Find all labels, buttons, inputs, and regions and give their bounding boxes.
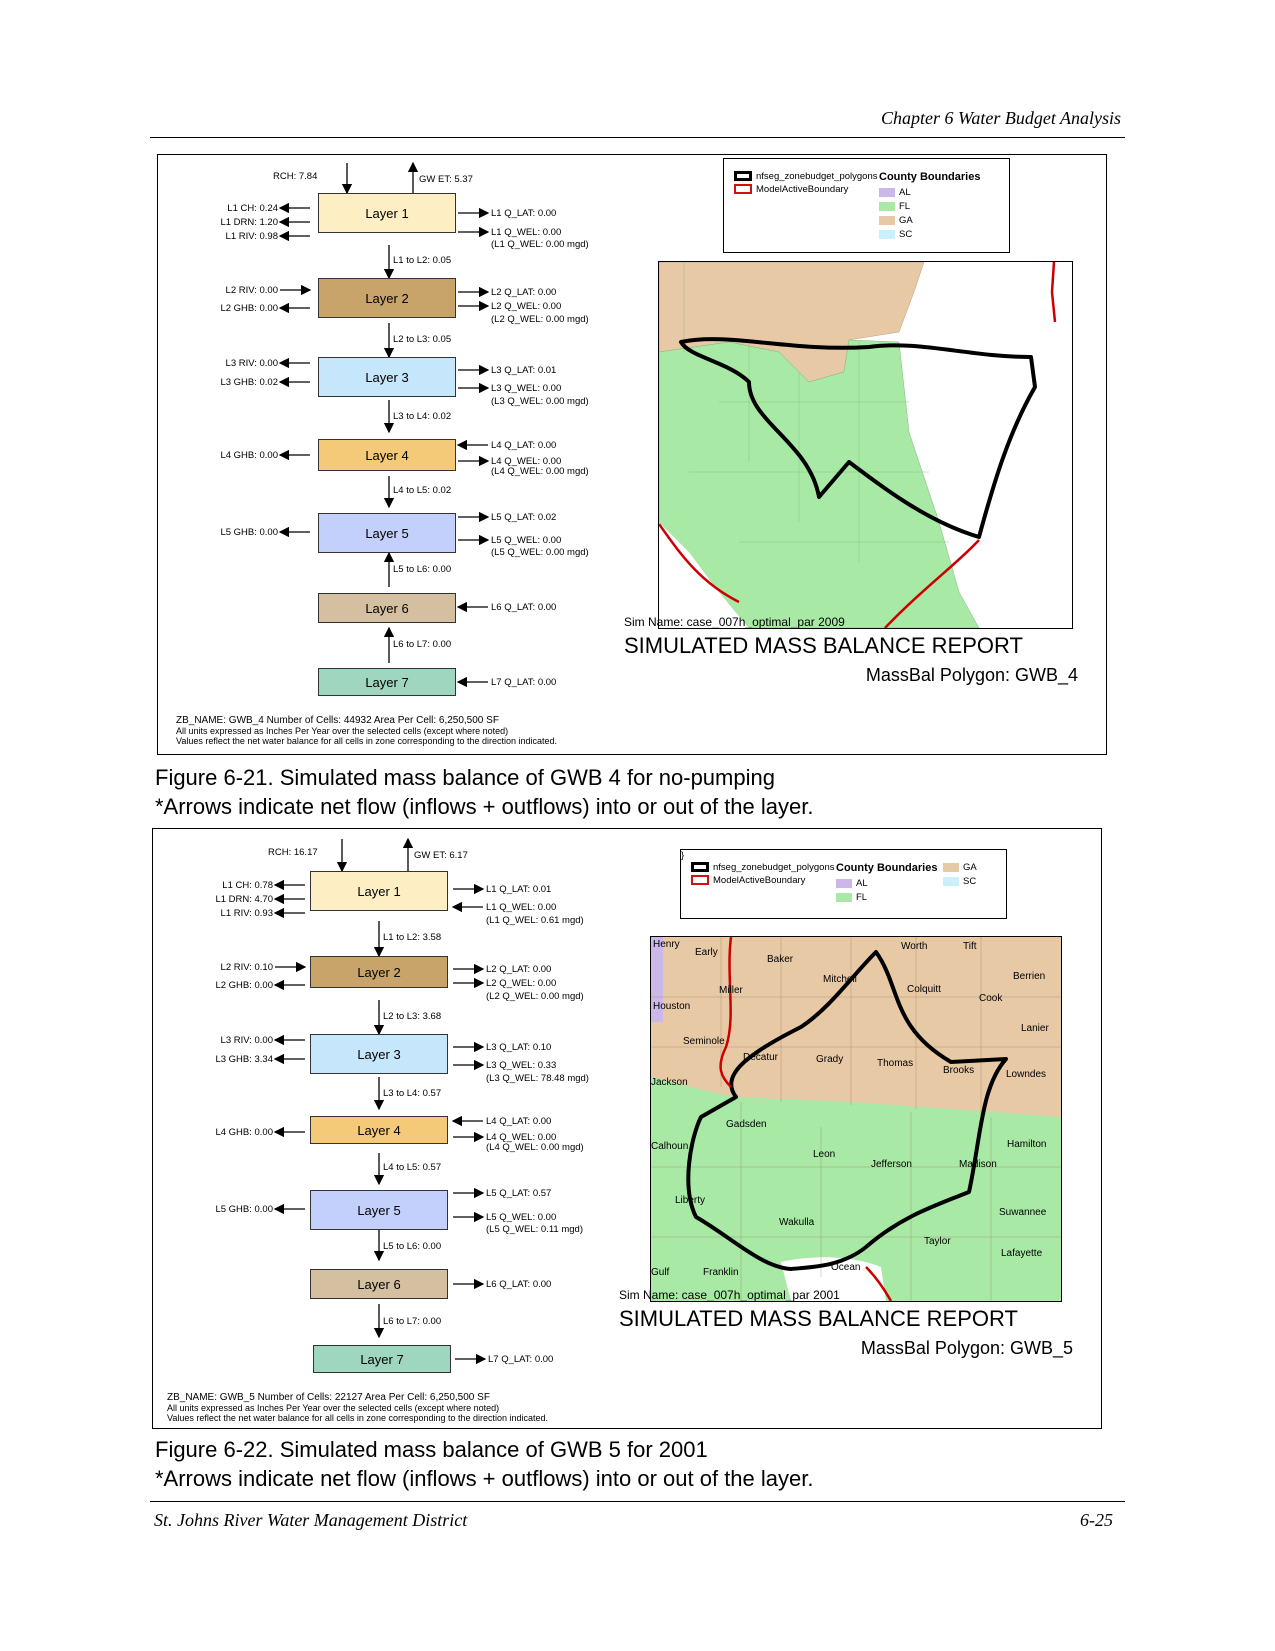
county-jackson: Jackson	[651, 1077, 688, 1088]
gwb4-map	[658, 261, 1073, 629]
l4-q-lat-2: L4 Q_LAT: 0.00	[486, 1116, 552, 1127]
model-legend-item-2	[691, 875, 805, 886]
l4-to-l5: L4 to L5: 0.02	[393, 485, 452, 496]
model-swatch-2	[691, 875, 709, 885]
county-baker: Baker	[767, 954, 794, 965]
swatch-ga	[879, 216, 895, 225]
county-seminole: Seminole	[683, 1036, 725, 1047]
swatch-al-2	[836, 879, 852, 888]
l3-q-lat-2: L3 Q_LAT: 0.10	[486, 1042, 552, 1053]
county-legend-title-2: County Boundaries	[836, 862, 938, 874]
header-rule	[150, 137, 1125, 138]
county-thomas: Thomas	[877, 1058, 914, 1069]
l2-q-lat: L2 Q_LAT: 0.00	[491, 287, 557, 298]
legend-fl-2	[836, 892, 867, 903]
l2-ghb: L2 GHB: 0.00	[220, 303, 278, 314]
county-legend-title: County Boundaries	[879, 171, 981, 183]
legend-fl-label: FL	[899, 201, 911, 212]
layer-6-box: Layer 6	[318, 593, 456, 623]
figure-6-21-caption	[155, 763, 813, 821]
layer-5-box-2: Layer 5	[310, 1190, 448, 1230]
swatch-ga-2	[943, 863, 959, 872]
model-swatch	[734, 184, 752, 194]
county-colquitt: Colquitt	[907, 984, 941, 995]
l6-to-l7-2: L6 to L7: 0.00	[383, 1316, 442, 1327]
county-grady: Grady	[816, 1054, 844, 1065]
gw-et-label: GW ET: 5.37	[419, 174, 473, 185]
county-houston: Houston	[653, 1001, 691, 1012]
legend-al-2	[836, 878, 868, 889]
zb-name-note: ZB_NAME: GWB_4 Number of Cells: 44932 Area Per Cell: 6,250,500 SF	[176, 715, 499, 726]
county-gulf: Gulf	[651, 1267, 670, 1278]
gw-et-label-2: GW ET: 6.17	[414, 850, 468, 861]
report-title-2: SIMULATED MASS BALANCE REPORT	[619, 1306, 1018, 1331]
legend-sc	[879, 229, 912, 240]
page-number: 6-25	[1080, 1510, 1113, 1530]
l2-q-wel-mgd-2: (L2 Q_WEL: 0.00 mgd)	[486, 991, 584, 1002]
page-header: Chapter 6 Water Budget Analysis	[881, 108, 1121, 128]
legend-fl	[879, 201, 910, 212]
model-legend-item	[734, 184, 848, 195]
l4-to-l5-2: L4 to L5: 0.57	[383, 1162, 442, 1173]
county-early: Early	[695, 947, 718, 958]
zone-swatch-2	[691, 862, 709, 872]
zone-legend-item-2	[691, 862, 835, 873]
l3-ghb: L3 GHB: 0.02	[220, 377, 278, 388]
gwb5-map-graphic	[651, 937, 1061, 1301]
l7-q-lat: L7 Q_LAT: 0.00	[491, 677, 557, 688]
l3-to-l4: L3 to L4: 0.02	[393, 411, 452, 422]
county-liberty: Liberty	[675, 1195, 706, 1206]
figure-6-21-panel	[157, 154, 1107, 755]
units-note-2: All units expressed as Inches Per Year over the selected cells (except where noted)	[167, 1403, 500, 1413]
l2-q-wel-mgd: (L2 Q_WEL: 0.00 mgd)	[491, 314, 589, 325]
county-worth: Worth	[901, 941, 928, 952]
sim-name: Sim Name: case_007h_optimal_par 2009	[624, 615, 845, 629]
l3-to-l4-2: L3 to L4: 0.57	[383, 1088, 442, 1099]
county-berrien: Berrien	[1013, 971, 1046, 982]
county-henry: Henry	[653, 939, 680, 950]
legend-ga	[879, 215, 913, 226]
county-decatur: Decatur	[743, 1052, 779, 1063]
legend-sc-label-2: SC	[963, 876, 977, 887]
county-calhoun: Calhoun	[651, 1141, 689, 1152]
l4-q-wel-mgd: (L4 Q_WEL: 0.00 mgd)	[491, 466, 589, 477]
layer-5-box: Layer 5	[318, 513, 456, 553]
zone-notes-2	[167, 1393, 548, 1423]
caption-line-1-2: Figure 6-22. Simulated mass balance of GWB 5 for 2001	[155, 1437, 708, 1462]
layer-2-box: Layer 2	[318, 278, 456, 318]
swatch-fl	[879, 202, 895, 211]
l2-to-l3-2: L2 to L3: 3.68	[383, 1011, 442, 1022]
county-franklin: Franklin	[703, 1267, 739, 1278]
l6-to-l7: L6 to L7: 0.00	[393, 639, 452, 650]
l3-ghb-2: L3 GHB: 3.34	[215, 1054, 273, 1065]
l1-q-wel-mgd-2: (L1 Q_WEL: 0.61 mgd)	[486, 915, 584, 926]
l1-riv: L1 RIV: 0.98	[225, 231, 278, 242]
caption-line-2: *Arrows indicate net flow (inflows + outflows) into or out of the layer.	[155, 794, 814, 819]
layer-3-box: Layer 3	[318, 357, 456, 397]
county-madison: Madison	[959, 1159, 997, 1170]
county-mitchell: Mitchell	[823, 974, 857, 985]
legend-sc-2	[943, 876, 976, 887]
county-lanier: Lanier	[1021, 1023, 1049, 1034]
legend-ga-2	[943, 862, 977, 873]
l2-ghb-2: L2 GHB: 0.00	[215, 980, 273, 991]
l6-q-lat-2: L6 Q_LAT: 0.00	[486, 1279, 552, 1290]
legend-sc-label: SC	[899, 229, 913, 240]
l1-q-wel-2: L1 Q_WEL: 0.00	[486, 902, 557, 913]
l5-q-wel-mgd-2: (L5 Q_WEL: 0.11 mgd)	[486, 1224, 583, 1235]
layer-3-box-2: Layer 3	[310, 1034, 448, 1074]
l4-q-wel-mgd-2: (L4 Q_WEL: 0.00 mgd)	[486, 1142, 584, 1153]
l1-ch: L1 CH: 0.24	[227, 203, 278, 214]
county-lafayette: Lafayette	[1001, 1248, 1043, 1259]
l5-q-lat-2: L5 Q_LAT: 0.57	[486, 1188, 552, 1199]
l1-drn-2: L1 DRN: 4.70	[215, 894, 273, 905]
l3-q-lat: L3 Q_LAT: 0.01	[491, 365, 557, 376]
l5-ghb-2: L5 GHB: 0.00	[215, 1204, 273, 1215]
l1-q-lat-2: L1 Q_LAT: 0.01	[486, 884, 552, 895]
legend-al-label: AL	[899, 187, 911, 198]
l5-q-wel-2: L5 Q_WEL: 0.00	[486, 1212, 557, 1223]
polygon-name: MassBal Polygon: GWB_4	[865, 665, 1078, 685]
sim-name-2: Sim Name: case_007h_optimal_par 2001	[619, 1288, 840, 1302]
l2-q-wel-2: L2 Q_WEL: 0.00	[486, 978, 557, 989]
legend-ga-label: GA	[899, 215, 913, 226]
l4-q-wel-2: L4 Q_WEL: 0.00	[486, 1132, 557, 1143]
l5-q-wel-mgd: (L5 Q_WEL: 0.00 mgd)	[491, 547, 589, 558]
zone-legend-label: nfseg_zonebudget_polygons	[756, 171, 878, 182]
county-hamilton: Hamilton	[1007, 1139, 1047, 1150]
county-miller: Miller	[719, 985, 743, 996]
l1-q-lat: L1 Q_LAT: 0.00	[491, 208, 557, 219]
l2-riv-2: L2 RIV: 0.10	[220, 962, 273, 973]
gwb4-map-graphic	[659, 262, 1072, 628]
label-ocean: Ocean	[831, 1262, 861, 1273]
units-note: All units expressed as Inches Per Year over the selected cells (except where noted)	[176, 726, 509, 736]
l4-q-wel: L4 Q_WEL: 0.00	[491, 456, 562, 467]
map-legend-2: nfseg_zonebudget_polygons ModelActiveBoundary County Boundaries AL FL GA SC }	[680, 849, 1007, 919]
county-taylor: Taylor	[924, 1236, 951, 1247]
zone-notes	[176, 716, 557, 746]
swatch-al	[879, 188, 895, 197]
l1-drn: L1 DRN: 1.20	[220, 217, 278, 228]
recharge-label-2: RCH: 16.17	[268, 847, 318, 858]
map-legend	[723, 158, 1010, 253]
l5-q-wel: L5 Q_WEL: 0.00	[491, 535, 562, 546]
l2-q-wel: L2 Q_WEL: 0.00	[491, 301, 562, 312]
layer-4-box-2: Layer 4	[310, 1116, 448, 1144]
l1-to-l2-2: L1 to L2: 3.58	[383, 932, 442, 943]
l4-ghb: L4 GHB: 0.00	[220, 450, 278, 461]
figure-6-22-caption	[155, 1435, 813, 1493]
l7-q-lat-2: L7 Q_LAT: 0.00	[488, 1354, 554, 1365]
zone-swatch	[734, 171, 752, 181]
l4-ghb-2: L4 GHB: 0.00	[215, 1127, 273, 1138]
l2-q-lat-2: L2 Q_LAT: 0.00	[486, 964, 552, 975]
county-gadsden: Gadsden	[726, 1119, 767, 1130]
footer-rule	[150, 1501, 1125, 1502]
zone-legend-item	[734, 171, 878, 182]
values-note: Values reflect the net water balance for all cells in zone corresponding to the direction indicated.	[176, 736, 558, 746]
county-wakulla: Wakulla	[779, 1217, 815, 1228]
recharge-label: RCH: 7.84	[273, 171, 318, 182]
polygon-name-2: MassBal Polygon: GWB_5	[860, 1338, 1073, 1358]
l1-ch-2: L1 CH: 0.78	[222, 880, 273, 891]
gwb5-map	[650, 936, 1062, 1302]
l3-q-wel-mgd: (L3 Q_WEL: 0.00 mgd)	[491, 396, 589, 407]
l2-to-l3: L2 to L3: 0.05	[393, 334, 452, 345]
l2-riv: L2 RIV: 0.00	[225, 285, 278, 296]
l3-q-wel-2: L3 Q_WEL: 0.33	[486, 1060, 557, 1071]
l3-q-wel-mgd-2: (L3 Q_WEL: 78.48 mgd)	[486, 1073, 589, 1084]
report-title: SIMULATED MASS BALANCE REPORT	[624, 633, 1023, 658]
l6-q-lat: L6 Q_LAT: 0.00	[491, 602, 557, 613]
county-jefferson: Jefferson	[871, 1159, 912, 1170]
l3-riv-2: L3 RIV: 0.00	[220, 1035, 273, 1046]
model-legend-label-2: ModelActiveBoundary	[713, 875, 806, 886]
legend-al-label-2: AL	[856, 878, 868, 889]
caption-line-1: Figure 6-21. Simulated mass balance of GWB 4 for no-pumping	[155, 765, 775, 790]
county-lowndes: Lowndes	[1006, 1069, 1047, 1080]
layer-2-box-2: Layer 2	[310, 956, 448, 988]
county-cook: Cook	[979, 993, 1003, 1004]
county-brooks: Brooks	[943, 1065, 975, 1076]
l1-riv-2: L1 RIV: 0.93	[220, 908, 273, 919]
county-leon: Leon	[813, 1149, 836, 1160]
l5-to-l6-2: L5 to L6: 0.00	[383, 1241, 442, 1252]
swatch-sc	[879, 230, 895, 239]
l1-to-l2: L1 to L2: 0.05	[393, 255, 452, 266]
layer-1-box-2: Layer 1	[310, 871, 448, 911]
footer-left: St. Johns River Water Management District	[154, 1510, 468, 1530]
l4-q-lat: L4 Q_LAT: 0.00	[491, 440, 557, 451]
legend-fl-label-2: FL	[856, 892, 868, 903]
model-legend-label: ModelActiveBoundary	[756, 184, 849, 195]
l3-q-wel: L3 Q_WEL: 0.00	[491, 383, 562, 394]
l5-ghb: L5 GHB: 0.00	[220, 527, 278, 538]
zb-name-note-2: ZB_NAME: GWB_5 Number of Cells: 22127 Area Per Cell: 6,250,500 SF	[167, 1392, 490, 1403]
l5-to-l6: L5 to L6: 0.00	[393, 564, 452, 575]
swatch-sc-2	[943, 877, 959, 886]
l1-q-wel: L1 Q_WEL: 0.00	[491, 227, 562, 238]
county-tift: Tift	[963, 941, 977, 952]
values-note-2: Values reflect the net water balance for all cells in zone corresponding to the direction indicated.	[167, 1413, 549, 1423]
layer-7-box: Layer 7	[318, 668, 456, 696]
l3-riv: L3 RIV: 0.00	[225, 358, 278, 369]
layer-1-box: Layer 1	[318, 193, 456, 233]
layer-6-box-2: Layer 6	[310, 1269, 448, 1299]
l5-q-lat: L5 Q_LAT: 0.02	[491, 512, 557, 523]
zone-legend-label-2: nfseg_zonebudget_polygons	[713, 862, 835, 873]
legend-al	[879, 187, 911, 198]
l1-q-wel-mgd: (L1 Q_WEL: 0.00 mgd)	[491, 239, 589, 250]
caption-line-2-2: *Arrows indicate net flow (inflows + outflows) into or out of the layer.	[155, 1466, 814, 1491]
legend-ga-label-2: GA	[963, 862, 977, 873]
layer-4-box: Layer 4	[318, 439, 456, 471]
layer-7-box-2: Layer 7	[313, 1345, 451, 1373]
county-suwannee: Suwannee	[999, 1207, 1047, 1218]
figure-6-22-panel	[152, 828, 1102, 1429]
swatch-fl-2	[836, 893, 852, 902]
